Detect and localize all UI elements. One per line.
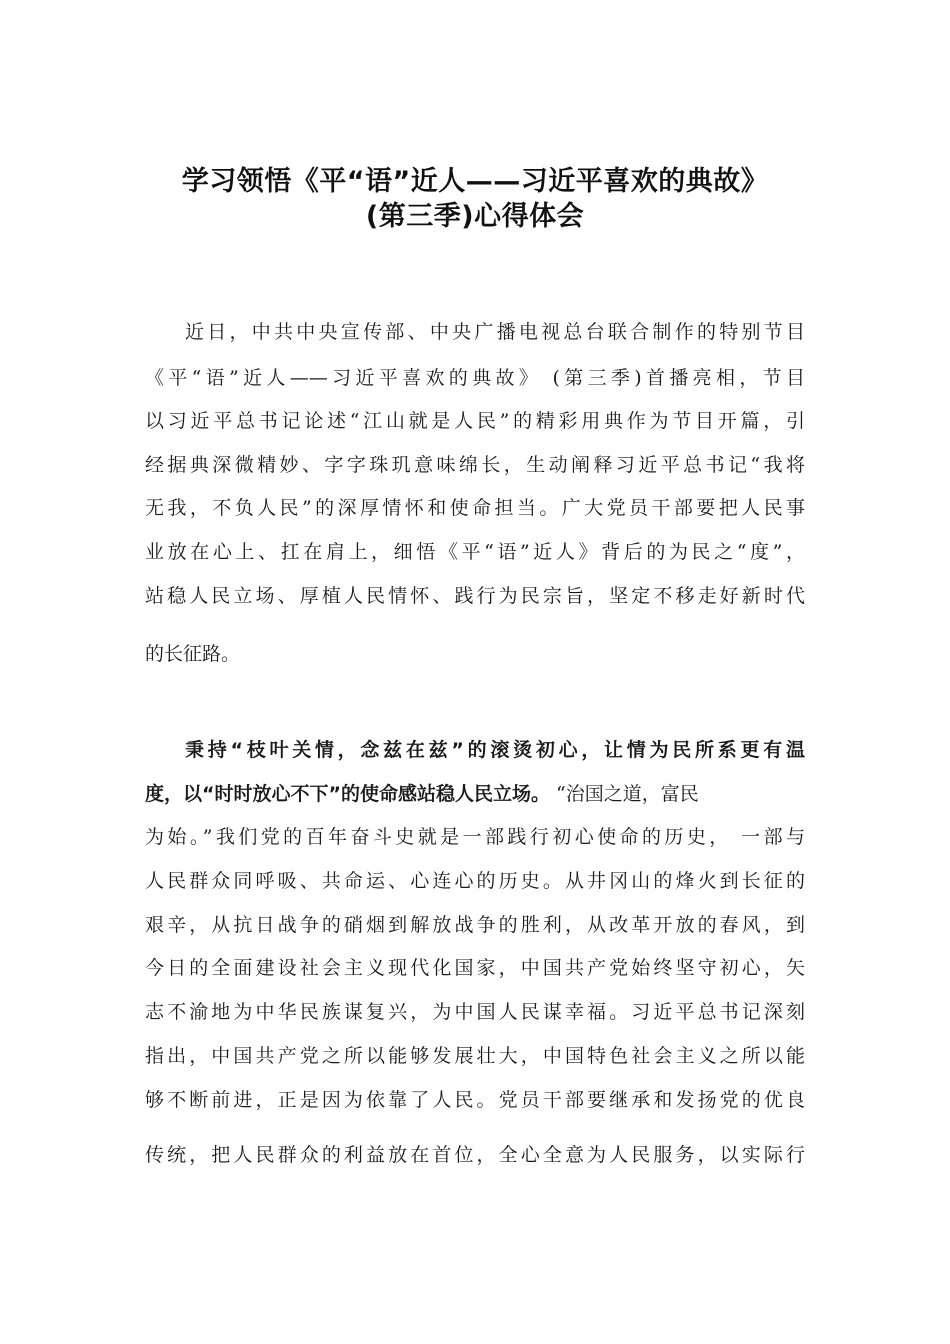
paragraph-2-line: 指出，中国共产党之所以能够发展壮大，中国特色社会主义之所以能 <box>145 1045 805 1067</box>
paragraph-1-line: 以习近平总书记论述“江山就是人民”的精彩用典作为节目开篇，引 <box>145 410 805 432</box>
paragraph-2-quote-text: “治国之道，富民 <box>549 783 699 805</box>
paragraph-2-line: 传统，把人民群众的利益放在首位，全心全意为人民服务，以实际行 <box>145 1144 805 1166</box>
paragraph-2-line: 今日的全面建设社会主义现代化国家，中国共产党始终坚守初心，矢 <box>145 957 805 979</box>
paragraph-1-line: 的长征路。 <box>145 643 241 665</box>
paragraph-2-bold-text: 度，以“时时放心不下”的使命感站稳人民立场。 <box>145 783 550 805</box>
paragraph-1-line: 无我，不负人民”的深厚情怀和使命担当。广大党员干部要把人民事 <box>145 497 805 519</box>
paragraph-1-line: 业放在心上、扛在肩上，细悟《平“语”近人》背后的为民之“度”， <box>145 541 805 563</box>
document-title-line-1: 学习领悟《平“语”近人——习近平喜欢的典故》 <box>181 166 769 197</box>
paragraph-2-lead-line: 秉持“枝叶关情，念兹在兹”的滚烫初心，让情为民所系更有温 <box>185 739 805 761</box>
paragraph-1-line: 近日，中共中央宣传部、中央广播电视总台联合制作的特别节目 <box>185 321 805 343</box>
paragraph-1-line: 经据典深微精妙、字字珠玑意味绵长，生动阐释习近平总书记“我将 <box>145 454 805 476</box>
document-title-line-2: (第三季)心得体会 <box>365 201 585 232</box>
paragraph-1-line: 站稳人民立场、厚植人民情怀、践行为民宗旨，坚定不移走好新时代 <box>145 585 805 607</box>
paragraph-2-line: 够不断前进，正是因为依靠了人民。党员干部要继承和发扬党的优良 <box>145 1089 805 1111</box>
paragraph-2-line-2 <box>145 780 805 808</box>
paragraph-1-line: 《平“语”近人——习近平喜欢的典故》 (第三季)首播亮相，节目 <box>145 367 805 389</box>
paragraph-2-line: 志不渝地为中华民族谋复兴，为中国人民谋幸福。习近平总书记深刻 <box>145 1001 805 1023</box>
paragraph-2-line: 艰辛，从抗日战争的硝烟到解放战争的胜利，从改革开放的春风，到 <box>145 914 805 936</box>
paragraph-2-line: 人民群众同呼吸、共命运、心连心的历史。从井冈山的烽火到长征的 <box>145 870 805 892</box>
paragraph-2-line: 为始。”我们党的百年奋斗史就是一部践行初心使命的历史， 一部与 <box>145 826 805 848</box>
